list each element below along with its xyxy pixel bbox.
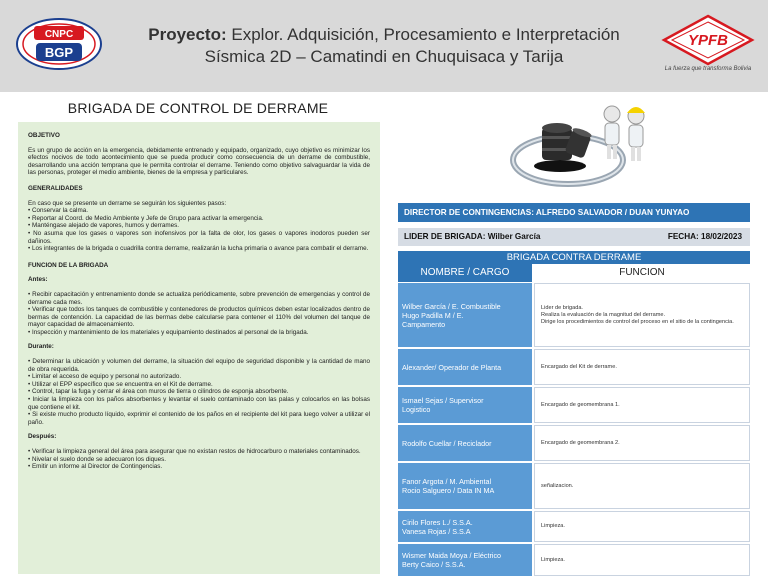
despues-item: • Verificar la limpieza general del área para asegurar que no existan restos de hidrocarburo o materiales contaminados.: [28, 448, 361, 455]
member-function: [534, 425, 750, 461]
objetivo-heading: OBJETIVO: [28, 132, 60, 139]
ypfb-emblem-icon: [656, 14, 760, 66]
project-label: Proyecto:: [148, 25, 227, 44]
durante-item: • Control, tapar la fuga y cerrar el área con muros de tierra o cilindros de esponja absorbente.: [28, 388, 289, 396]
table-row: [398, 387, 750, 423]
member-name-line: Rodolfo Cuellar / Reciclador: [402, 438, 492, 448]
project-title-line2: Sísmica 2D – Camatindi en Chuquisaca y Tarija: [204, 47, 564, 66]
generalidades-item: • Manténgase alejado de vapores, humos y derrames.: [28, 222, 179, 230]
member-function-line: Dirige los procedimientos de control del proceso en el sitio de la contingencia.: [541, 318, 734, 325]
member-function: [534, 283, 750, 347]
member-function-line: Limpieza.: [541, 523, 565, 529]
table-row: [398, 349, 750, 385]
generalidades-item: • No asuma que los gases o vapores son inofensivos por la falta de olor, los gases o vapores inodoros pueden ser dañinos.: [28, 229, 370, 245]
table-row: [398, 425, 750, 461]
antes-item: • Inspección y mantenimiento de los materiales y equipamiento destinados al personal de la brigada.: [28, 328, 309, 336]
member-name: [398, 425, 532, 461]
member-name: [398, 283, 532, 347]
ypfb-text: YPFB: [687, 32, 729, 49]
generalidades-item: • Los integrantes de la brigada o cuadrilla contra derrame, realizarán la lucha primaria o avance para combatir el derrame.: [28, 245, 369, 253]
member-function-line: Limpieza.: [541, 556, 565, 563]
member-name-line: Alexander/ Operador de Planta: [402, 362, 502, 372]
member-function: [534, 463, 750, 509]
despues-heading: Después:: [28, 433, 57, 441]
table-header: [398, 264, 750, 282]
column-header-nombre: NOMBRE / CARGO: [398, 264, 532, 282]
header-banner: [0, 0, 768, 92]
member-name-line: Logistico: [402, 405, 431, 414]
member-function-line: Realiza la evaluación de la magnitud del derrame.: [541, 311, 666, 318]
left-info-panel: [18, 122, 380, 574]
ypfb-slogan: La fuerza que transforma Bolivia: [664, 66, 752, 72]
ypfb-logo: [656, 14, 760, 78]
spill-illustration: [508, 98, 658, 190]
durante-item: • Utilizar el EPP específico que se encuentra en el Kit de derrame.: [28, 380, 213, 388]
lider-row: [398, 228, 750, 246]
member-name: [398, 387, 532, 423]
durante-item: • Iniciar la limpieza con los paños absorbentes y levantar el suelo contaminado con las palas y colocarlos en las bolsas que contiene el kit.: [28, 396, 370, 411]
durante-item: • Limitar el acceso de equipo y personal no autorizado.: [28, 373, 182, 381]
member-name-line: Cirilo Flores L./ S.S.A.: [402, 517, 473, 527]
durante-heading: Durante:: [28, 343, 54, 351]
member-name: [398, 463, 532, 509]
member-name-line: Vanesa Rojas / S.S.A: [402, 526, 471, 536]
member-function: [534, 544, 750, 576]
member-name-line: Wilber García / E. Combustible: [402, 301, 501, 311]
bgp-text: BGP: [44, 45, 74, 60]
member-name-line: Rocio Salguero / Data IN MA: [402, 486, 495, 495]
table-row: [398, 283, 750, 347]
brigade-title: BRIGADA DE CONTROL DE DERRAME: [67, 100, 329, 116]
table-row: [398, 463, 750, 509]
table-row: [398, 544, 750, 576]
project-title-line1: Explor. Adquisición, Procesamiento e Interpretación: [226, 25, 620, 44]
member-function: [534, 511, 750, 542]
antes-heading: Antes:: [28, 276, 48, 284]
generalidades-heading: GENERALIDADES: [28, 184, 83, 192]
objetivo-text: Es un grupo de acción en la emergencia, debidamente entrenado y equipado, organizado, cuyo objetivo es minimizar los efectos nocivos de todo acontecimiento que se pueda producir como consecuencia de un derrame de combustible, desarrollando una acción temprana que le permita controlar el derrame. Teniendo como objetivo salvaguardar la vida de las personas, proteger el medio ambiente, bienes de la empresa y particulares.: [28, 146, 370, 177]
member-function-line: Encargado de geomembrana 2.: [541, 439, 620, 446]
director-bar: DIRECTOR DE CONTINGENCIAS: ALFREDO SALVADOR / DUAN YUNYAO: [398, 203, 750, 222]
member-name-line: Fanor Argota / M. Ambiental: [402, 477, 492, 486]
brigada-title-bar: BRIGADA CONTRA DERRAME: [398, 251, 750, 264]
lider-text: LIDER DE BRIGADA: Wilber García: [404, 232, 541, 241]
durante-item: • Si existe mucho producto líquido, exprimir el contenido de los paños en el recipiente del kit para luego volver a utilizar el paño.: [28, 411, 370, 426]
member-name-line: Ismael Sejas / Supervisor: [402, 396, 484, 405]
fecha-text: FECHA: 18/02/2023: [667, 232, 742, 241]
cnpc-bgp-logo: [14, 16, 104, 72]
cnpc-text: CNPC: [44, 29, 74, 40]
member-name: [398, 511, 532, 542]
member-name: [398, 349, 532, 385]
project-title: [110, 24, 658, 68]
despues-item: • Emitir un informe al Director de Contingencias.: [28, 463, 163, 471]
member-function: [534, 349, 750, 385]
despues-item: • Nivelar el suelo donde se adecuaron los diques.: [28, 455, 167, 463]
member-function-line: Encargado de geomembrana 1.: [541, 401, 620, 408]
funcion-heading: FUNCION DE LA BRIGADA: [28, 261, 109, 269]
generalidades-item: • Conservar la calma.: [28, 207, 88, 215]
member-name-line: Berty Caico / S.S.A.: [402, 560, 466, 569]
antes-item: • Recibir capacitación y entrenamiento donde se actualiza periódicamente, sobre prevención de emergencias y control de derrame cada mes.: [28, 290, 370, 306]
member-name-line: Hugo Padilla M / E.: [402, 310, 464, 320]
antes-item: • Verificar que todos los tanques de combustible y contenedores de productos químicos deben estar localizados dentro de bermas de contención. La capacidad de las bermas debe calcularse para contener el 110% del volumen del tanque de mayor capacidad de almacenamiento.: [28, 306, 370, 329]
generalidades-item: • Reportar al Coord. de Medio Ambiente y Jefe de Grupo para activar la emergencia.: [28, 214, 264, 222]
member-function-line: Lider de brigada.: [541, 304, 583, 311]
member-function-line: Encargado del Kit de derrame.: [541, 363, 617, 370]
table-row: [398, 511, 750, 542]
durante-item: • Determinar la ubicación y volumen del derrame, la situación del equipo de seguridad disponible y la cantidad de mano de obra requerida.: [28, 358, 370, 373]
member-function-line: señalizacion.: [541, 482, 574, 489]
member-name-line: Wismer Maida Moya / Eléctrico: [402, 551, 502, 560]
column-header-funcion: FUNCION: [534, 264, 750, 282]
member-name-line: Campamento: [402, 319, 446, 329]
member-function: [534, 387, 750, 423]
member-name: [398, 544, 532, 576]
generalidades-intro: En caso que se presente un derrame se seguirán los siguientes pasos:: [28, 199, 227, 207]
